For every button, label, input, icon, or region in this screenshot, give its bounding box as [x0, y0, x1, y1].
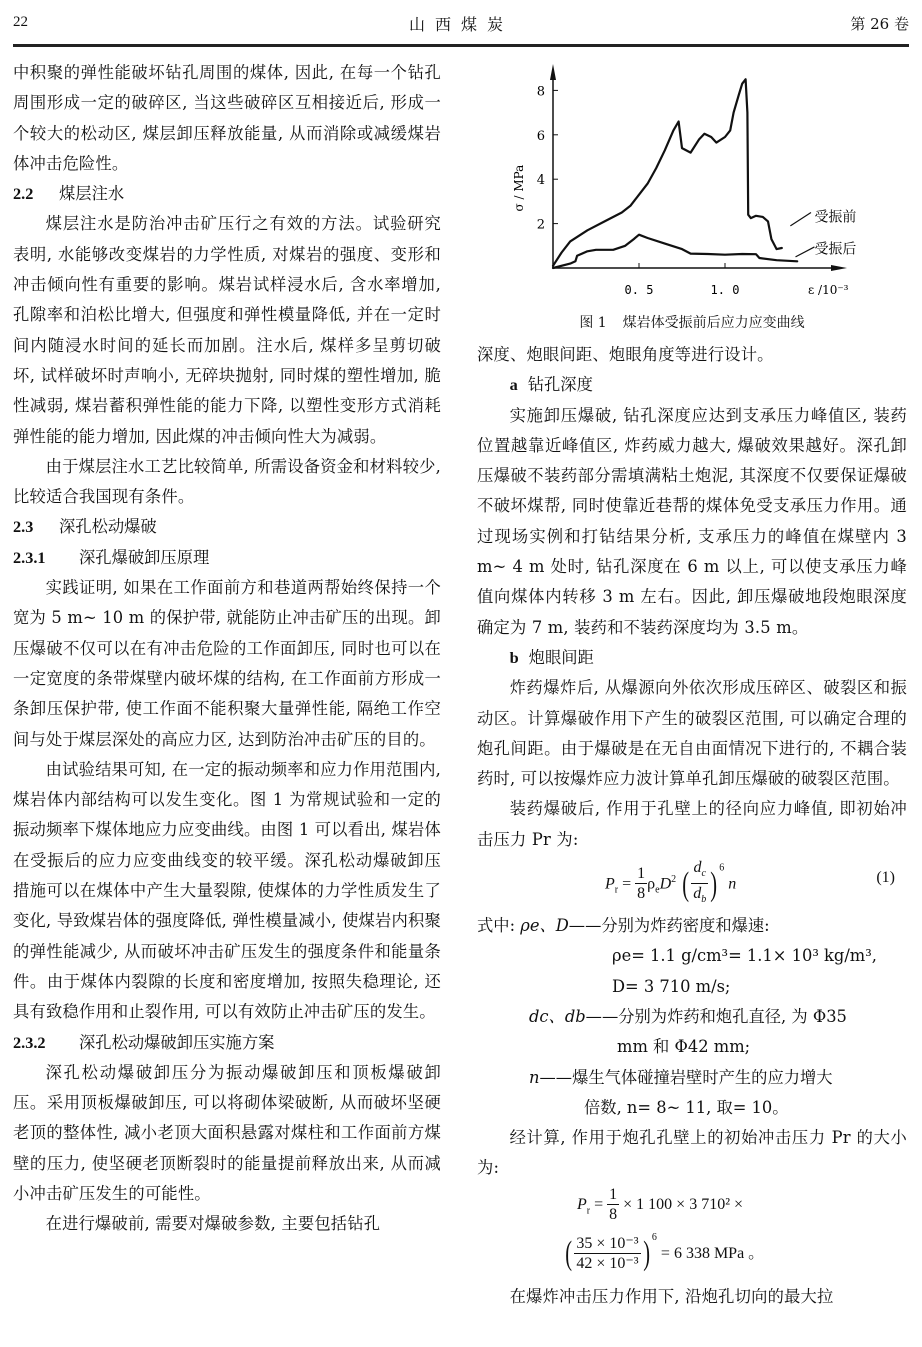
eq-fraction: $\frac{1}{8}$ [637, 865, 646, 903]
definition-row: 式中: ρe、D——分别为炸药密度和爆速: [477, 916, 770, 936]
eq-power: 6 [719, 862, 725, 874]
chart-axes [550, 64, 847, 271]
figure-1 [477, 50, 907, 340]
figure-number: 图 1 [579, 315, 607, 331]
definition-row: dc、db——分别为炸药和炮孔直径, 为 Φ35 [529, 1006, 847, 1026]
paragraph: 经计算, 作用于炮孔孔壁上的初始冲击压力 Pr 的大小为: [477, 1128, 907, 1178]
paragraph: 在进行爆破前, 需要对爆破参数, 主要包括钻孔 [45, 1214, 381, 1234]
y-tick-label: 4 [536, 173, 545, 189]
section-title: 深孔松动爆破卸压实施方案 [79, 1032, 275, 1052]
equation-number: (1) [876, 869, 895, 887]
eq-symbol: P [605, 875, 615, 893]
eq-rho: ρ [647, 875, 656, 893]
subheading-title: 钻孔深度 [527, 375, 593, 395]
paragraph: 深孔松动爆破卸压分为振动爆破卸压和顶板爆破卸压。采用顶板爆破卸压, 可以将砌体梁破断, 从而破坏坚硬老顶的整体性, 减小老顶大面积悬露对煤柱和工作面前方煤壁的压力, 使坚硬老顶断裂时的能量提前释放出来, 从而减小冲击矿压发生的可能性。 [13, 1062, 441, 1203]
x-axis-label: ε /10⁻³ [808, 283, 849, 297]
volume-label: 第 26 卷 [850, 15, 909, 33]
paragraph: 煤层注水是防治冲击矿压行之有效的方法。试验研究表明, 水能够改变煤岩的力学性质, 对煤岩的强度、变形和冲击倾向性有重要的影响。煤岩试样浸水后, 含水率增加, 孔隙率和泊松比增大, 但强度和弹性模量降低, 并在一定时间内随浸水时间的延长而加剧。注水后, 煤样多呈剪切破坏, 试样破坏时声响小, 无碎块抛射, 同时煤的塑性增加, 脆性减弱, 煤岩蓄积弹性能的能力下降, 以塑性变形方式消耗弹性能的能力增加, 因此煤的冲击倾向性大为减弱。 [13, 214, 441, 446]
definition-row: n——爆生气体碰撞岩壁时产生的应力增大 [529, 1067, 833, 1087]
section-number: 2.3.2 [13, 1032, 46, 1052]
y-tick-label: 8 [536, 84, 545, 100]
left-column [13, 58, 441, 1240]
eq-subscript: r [614, 884, 619, 896]
y-axis-label: σ / MPa [512, 164, 526, 212]
subheading-letter: a [509, 375, 518, 395]
paragraph: 装药爆破后, 作用于孔壁上的径向应力峰值, 即初始冲击压力 Pr 为: [477, 799, 907, 849]
y-tick-label: 2 [536, 217, 545, 233]
subheading-letter: b [509, 647, 519, 667]
definition-value: D= 3 710 m/s; [612, 976, 731, 996]
page-number: 22 [13, 14, 28, 30]
paragraph: 在爆炸冲击压力作用下, 沿炮孔切向的最大拉 [509, 1286, 834, 1306]
chart-series [553, 79, 797, 268]
figure-caption [477, 312, 907, 332]
right-column [477, 50, 907, 1312]
page-header [13, 0, 909, 47]
section-heading-2-3-1 [13, 543, 441, 573]
figure-title: 煤岩体受振前后应力应变曲线 [622, 315, 805, 331]
paragraph: 实践证明, 如果在工作面前方和巷道两帮始终保持一个宽为 5 m~ 10 m 的保护带, 就能防止冲击矿压的出现。卸压爆破不仅可以在有冲击危险的工作面卸压, 同时也可以在一定宽度的条带煤壁内破坏煤的结构, 在工作面前方形成一条卸压保护带, 使工作面不能积聚大量弹性能, 隔绝工作空间与处于煤层深处的高应力区, 达到防治冲击矿压的目的。 [13, 578, 441, 749]
annotation-leader-line [796, 247, 815, 257]
section-number: 2.3 [13, 517, 34, 537]
section-title: 深孔爆破卸压原理 [79, 547, 210, 567]
left-paren: ( [682, 865, 690, 903]
definition-continuation: mm 和 Φ42 mm; [617, 1037, 751, 1057]
annotation-label: 受振后 [814, 241, 857, 258]
definition-continuation: 倍数, n= 8~ 11, 取= 10。 [584, 1097, 789, 1117]
annotation-leader-line [790, 213, 811, 226]
series-line-after-vibration [553, 235, 797, 268]
x-tick-label: 1. 0 [710, 283, 740, 297]
stress-strain-chart [477, 50, 907, 310]
subheading-a [477, 370, 907, 400]
paragraph: 由试验结果可知, 在一定的振动频率和应力作用范围内, 煤岩体内部结构可以发生变化。图 1 为常规试验和一定的振动频率下煤体地应力应变曲线。由图 1 可以看出, 煤岩体在受振后的应力应变曲线变的较平缓。深孔松动爆破卸压措施可以在煤体中产生大量裂隙, 使煤体的力学性质发生了变化, 导致煤岩体的强度降低, 弹性模量减小, 使煤岩内积聚的弹性能减少, 从而破坏冲击矿压发生的强度条件和能量条件。由于煤体内裂隙的长度和密度增加, 按照失稳理论, 还具有致稳作用和止裂作用, 可以有效防止冲击矿压的发生。 [13, 759, 441, 1022]
y-axis-arrow [550, 64, 556, 80]
series-line-before-vibration [553, 79, 782, 265]
paragraph: 中积聚的弹性能破坏钻孔周围的煤体, 因此, 在每一个钻孔周围形成一定的破碎区, 当这些破碎区互相接近后, 形成一个较大的松动区, 煤层卸压释放能量, 从而消除或减缓煤岩体冲击危险性。 [13, 63, 441, 173]
y-tick-label: 6 [536, 128, 545, 144]
right-paren: ) [710, 865, 717, 903]
paragraph: 炸药爆炸后, 从爆源向外依次形成压碎区、破裂区和振动区。计算爆破作用下产生的破裂区范围, 可以确定合理的炮孔间距。由于爆破是在无自由面情况下进行的, 不耦合装药时, 可以按爆炸应力波计算单孔卸压爆破的破裂区范围。 [477, 678, 907, 789]
x-axis-arrow [831, 265, 847, 271]
eq-inner-fraction: $\frac{d_c}{d_b}$ [693, 859, 707, 906]
x-tick-label: 0. 5 [624, 283, 654, 297]
journal-title: 山西煤炭 [408, 15, 513, 34]
section-heading-2-3 [13, 512, 441, 542]
variable-definitions [477, 911, 907, 1123]
section-number: 2.2 [13, 184, 34, 204]
eq-n: n [728, 875, 737, 893]
paragraph: 深度、炮眼间距、炮眼角度等进行设计。 [477, 345, 774, 364]
section-title: 深孔松动爆破 [59, 517, 157, 537]
section-title: 煤层注水 [59, 184, 125, 204]
paragraph: 由于煤层注水工艺比较简单, 所需设备资金和材料较少, 比较适合我国现有条件。 [13, 456, 441, 507]
subheading-b [477, 643, 907, 673]
annotation-label: 受振前 [814, 209, 857, 226]
subheading-title: 炮眼间距 [528, 647, 594, 667]
paragraph: 实施卸压爆破, 钻孔深度应达到支承压力峰值区, 装药位置越靠近峰值区, 炸药威力越大, 爆破效果越好。深孔卸压爆破不装药部分需填满粘土炮泥, 其深度不仅要保证爆破不破坏煤帮, 同时使靠近巷帮的煤体免受支承压力作用。通过现场实例和打钻结果分析, 支承压力的峰值在煤壁内 3 m~ 4 m 处时, 钻孔深度在 6 m 以上, 可以使支承压力峰值向煤体内转移 3 m 左右。因此, 卸压爆破地段炮眼深度确定为 7 m, 装药和不装药深度均为 3.5 m。 [477, 405, 907, 637]
definition-value: ρe= 1.1 g/cm³= 1.1× 10³ kg/m³, [612, 946, 877, 966]
equation-1: $P_r$ = $\frac{1}{8}$ $\rho_eD^2$ ( $\frac{d_c}{d_b}$ ) $^6$ n (1) [477, 855, 907, 911]
eq-D: D [659, 875, 672, 893]
section-heading-2-3-2 [13, 1028, 441, 1058]
section-number: 2.3.1 [13, 547, 46, 567]
eq-equals: = [622, 875, 632, 893]
section-heading-2-2 [13, 179, 441, 209]
equation-2: $P_r$ = $\frac{1}{8}$ × 1 100 × 3 710² × ( $\frac{\text{35 × 10⁻³}}{\text{42 × 10⁻³}}$ ) $^6$ = 6 338 MPa 。 [565, 1185, 765, 1273]
